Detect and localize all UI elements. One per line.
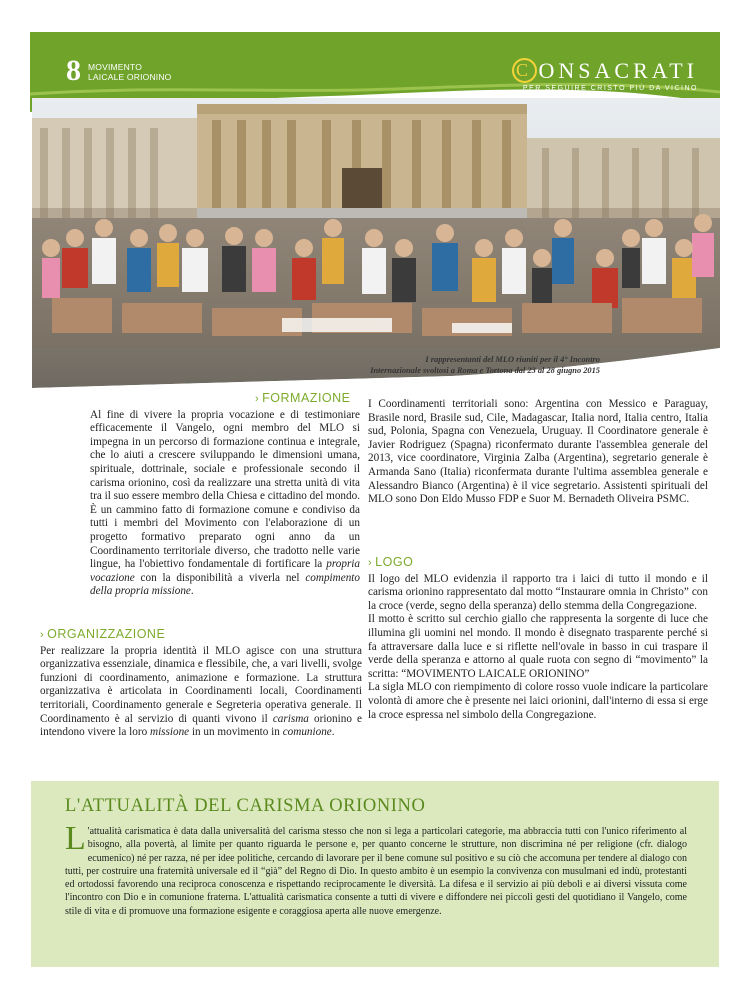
organizzazione-text: Per realizzare la propria identità il MLO agisce con una struttura organizzativa essenziale, dinamica e flessibile, che, a vari livelli, svolge funzioni di coordinamento, animazione e formazione. La struttura organizzativa è articolata in Coordinamenti locali, Coordinamenti territoriali, Coordinamento generale e Segreteria operativa generale. Il Coordinamento è al servizio di quanti vivono il carisma orionino e intendono vivere la loro missione in un movimento in comunione.	[40, 644, 362, 739]
formazione-text: Al fine di vivere la propria vocazione e di testimoniare efficacemente il Vangelo, ogni membro del MLO si impegna in un percorso di formazione continua e integrale, che lo aiuti a crescere sviluppando le dimensioni umana, spirituale, dottrinale, sociale e professionale secondo il carisma orionino, così da realizzare una stretta unità di vita tra il suo essere membro della Chiesa e cittadino del mondo. È un cammino fatto di formazione comune e condiviso da tutti i membri del Movimento con l'elaborazione di un progetto formativo preparato ogni anno da un Coordinamento territoriale diverso, che tradotto nelle varie lingue, ha l'obiettivo fondamentale di fortificare la propria vocazione con la disponibilità a viverla nel compimento della propria missione.	[90, 408, 360, 598]
section-formazione	[90, 392, 360, 599]
logo-text-3: La sigla MLO con riempimento di colore rosso vuole indicare la particolare volontà di amore che è presente nei laici orionini, dall'interno di essa si erge la croce espressa nel simbolo della Congregazione.	[368, 681, 708, 721]
organizzazione-heading: › ORGANIZZAZIONE	[40, 627, 166, 641]
group-photo-illustration	[32, 98, 720, 388]
logo-title: ONSACRATI	[538, 57, 698, 83]
group-photo	[32, 98, 720, 388]
photo-caption	[300, 354, 600, 376]
logo-text-2: Il motto è scritto sul cerchio giallo che rappresenta la sorgente di luce che illumina gli uomini nel mondo. Il mondo è disegnato trasparente perché si fa attraversare dalla luce e si riflette nell'ovale in basso in cui traspare il verde della speranza e attorno al quale ruota con segno di “movimento” la scritta: “MOVIMENTO LAICALE ORIONINO”	[368, 613, 708, 680]
chevron-right-icon: ›	[368, 557, 373, 569]
consacrati-logo	[512, 58, 698, 92]
attualita-text: L 'attualità carismatica è data dalla universalità del carisma stesso che non si lega a particolari categorie, ma abbraccia tutti con l'unico riferimento al bisogno, alla povertà, al limite per quanto riguarda le persone e, per quanto concerne le strutture, non discrimina né per religione (cfr. dialogo ecumenico) né per razza, né per idee politiche, cercando di lavorare per il bene comune sul positivo e su ciò che accomuna per tendere al dialogo con tutti, per costruire una fraternità universale ed il “già” del Regno di Dio. In questo ambito è un esempio la convivenza con musulmani ed indù, protestanti ed ortodossi favorendo una reciproca conoscenza e rispettando reciprocamente le diversità. La difesa e il servizio ai più deboli e ai diversi vissuta come l'incontro con Dio e in comunione fraterna. L'attualità carismatica consente a tutti di vivere e diffondere nei piccoli gesti del quotidiano il Vangelo, come stile di vita e di promuove una formazione esigente e coraggiosa aperta alle nuove emergenze.	[65, 820, 687, 917]
publication-line-2: LAICALE ORIONINO	[88, 72, 172, 82]
coordinamenti-text: I Coordinamenti territoriali sono: Argentina con Messico e Paraguay, Brasile nord, Brasile sud, Cile, Madagascar, Italia nord, Italia centro, Italia sud, Polonia, Spagna con Venezuela, Uruguay. Il Coordinatore generale è Javier Rodriguez (Spagna) riconfermato durante l'assemblea generale del 2013, vice coordinatore, Virginia Zalba (Argentina), segretario generale è Armanda Sano (Italia) riconfermata durante l'ultima assemblea generale e Alessandro Bianco (Argentina) è il vice segretario. Assistenti spirituali del MLO sono Don Eldo Musso FDP e Suor M. Bernadeth Oliveira PSMC.	[368, 398, 708, 506]
section-logo	[368, 556, 708, 722]
page-number: 8	[66, 54, 81, 87]
formazione-heading: › FORMAZIONE	[255, 391, 351, 405]
publication-line-1: MOVIMENTO	[88, 62, 143, 72]
logo-text-1: Il logo del MLO evidenzia il rapporto tra i laici di tutto il mondo e il carisma orionino rappresentato dal motto “Instaurare omnia in Christo” con la croce (verde, segno della speranza) dello stemma della Congregazione.	[368, 572, 708, 612]
attualita-box	[31, 781, 719, 967]
section-organizzazione	[40, 628, 362, 740]
chevron-right-icon: ›	[40, 629, 45, 641]
publication-name	[88, 62, 172, 82]
logo-subtitle: PER SEGUIRE CRISTO PIÙ DA VICINO	[522, 85, 698, 92]
photo-caption-line-2: Internazionale svoltosi a Roma e Tortona dal 23 al 28 giugno 2015	[370, 366, 600, 375]
chevron-right-icon: ›	[255, 393, 260, 405]
logo-heading: › LOGO	[368, 555, 414, 569]
section-coordinamenti	[368, 398, 708, 507]
photo-caption-line-1: I rappresentanti del MLO riuniti per il 4° Incontro	[425, 355, 600, 364]
logo-initial: C	[512, 58, 537, 83]
attualita-title: L'ATTUALITÀ DEL CARISMA ORIONINO	[65, 796, 426, 816]
dropcap: L	[65, 820, 86, 857]
